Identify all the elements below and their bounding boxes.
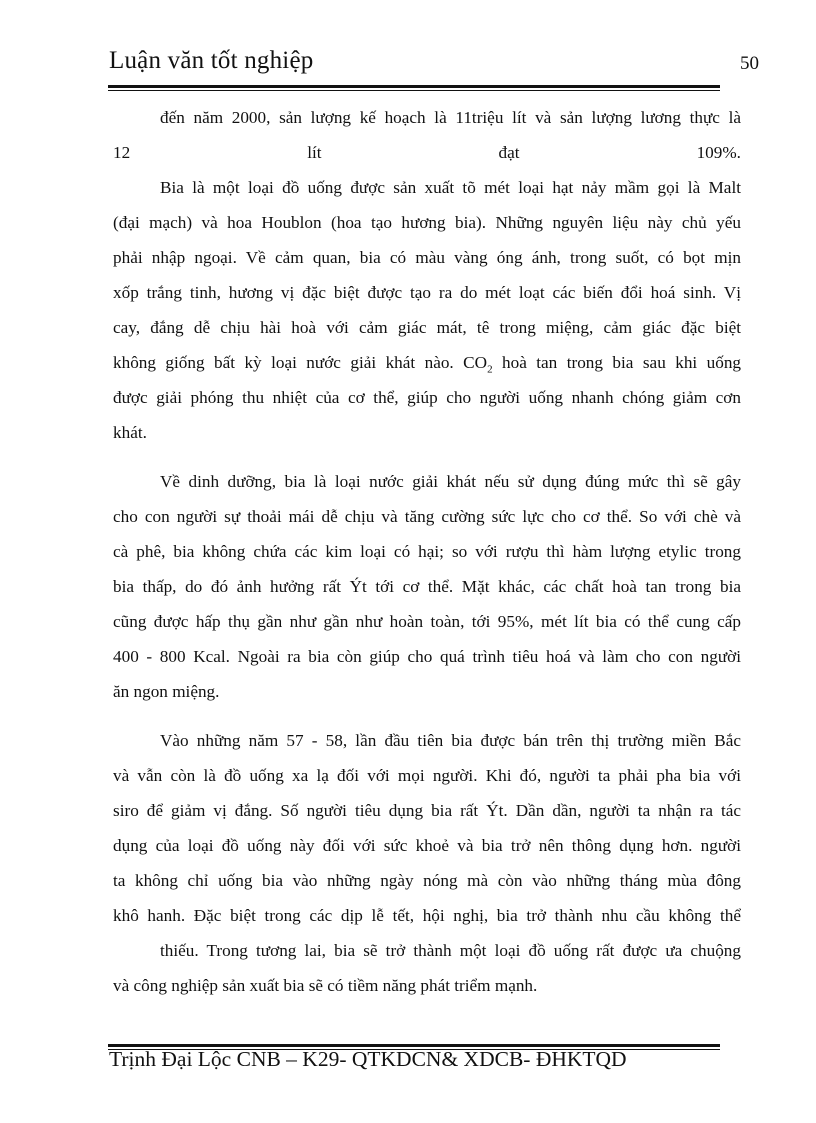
word: lít xyxy=(307,143,322,162)
text-line: ta không chỉ uống bia vào những ngày nóng mà còn vào những tháng mùa đông xyxy=(113,871,741,890)
paragraph-4 xyxy=(113,723,741,1003)
text-line: 400 - 800 Kcal. Ngoài ra bia còn giúp cho quá trình tiêu hoá và làm cho con người xyxy=(113,647,741,666)
text-line: được giải phóng thu nhiệt của cơ thể, giúp cho người uống nhanh chóng giảm cơn xyxy=(113,388,741,407)
text-line: cay, đắng dễ chịu hài hoà với cảm giác mát, tê trong miệng, cảm giác đặc biệt xyxy=(113,318,741,337)
text-line: dụng của loại đồ uống này đối với sức khoẻ và bia trở nên thông dụng hơn. người xyxy=(113,836,741,855)
text-line: xốp trắng tinh, hương vị đặc biệt được tạo ra do mét loạt các biến đổi hoá sinh. Vị xyxy=(113,283,741,302)
text-line: (đại mạch) và hoa Houblon (hoa tạo hương bia). Những nguyên liệu này chủ yếu xyxy=(113,213,741,232)
page-number: 50 xyxy=(740,53,759,74)
text-line: cà phê, bia không chứa các kim loại có hại; so với rượu thì hàm lượng etylic trong xyxy=(113,542,741,561)
footer-text: Trịnh Đại Lộc CNB – K29- QTKDCN& XDCB- ĐHKTQD xyxy=(109,1047,627,1071)
body-text xyxy=(113,100,741,1003)
paragraph-1 xyxy=(113,100,741,170)
text-line: Vào những năm 57 - 58, lần đầu tiên bia được bán trên thị trường miền Bắc xyxy=(160,731,741,750)
text-line: và công nghiệp sản xuất bia sẽ có tiềm năng phát triểm mạnh. xyxy=(113,976,538,995)
text-line: khát. xyxy=(113,423,147,442)
header-rule-thin xyxy=(108,90,720,91)
text-line: ăn ngon miệng. xyxy=(113,682,220,701)
text-line: siro để giảm vị đắng. Số người tiêu dụng bia rất Ýt. Dần dần, người ta nhận ra tác xyxy=(113,801,741,820)
paragraph-3 xyxy=(113,464,741,709)
text-line: cho con người sự thoải mái dễ chịu và tăng cường sức lực cho cơ thể. So với chè và xyxy=(113,507,741,526)
text-line: Về dinh dưỡng, bia là loại nước giải khát nếu sử dụng đúng mức thì sẽ gây xyxy=(160,472,741,491)
text-fragment: hoà tan trong bia sau khi uống xyxy=(492,353,742,372)
text-line: khô hanh. Đặc biệt trong các dịp lễ tết, hội nghị, bia trở thành nhu cầu không thể xyxy=(113,906,741,925)
header-rule-thick xyxy=(108,85,720,88)
text-line: Bia là một loại đồ uống được sản xuất tõ mét loại hạt nảy mầm gọi là Malt xyxy=(160,178,741,197)
header-title: Luận văn tốt nghiệp xyxy=(109,47,314,74)
text-line: thiếu. Trong tương lai, bia sẽ trở thành một loại đồ uống rất được ưa chuộng xyxy=(160,941,741,960)
paragraph-2 xyxy=(113,170,741,450)
text-line: phải nhập ngoại. Về cảm quan, bia có màu vàng óng ánh, trong suốt, có bọt mịn xyxy=(113,248,741,267)
text-line xyxy=(113,345,741,380)
text-line xyxy=(113,135,741,170)
subscript: 2 xyxy=(487,363,493,376)
word: 109%. xyxy=(696,143,741,162)
word: 12 xyxy=(113,143,131,162)
text-line: bia thấp, do đó ảnh hưởng rất Ýt tới cơ thể. Mặt khác, các chất hoà tan trong bia xyxy=(113,577,741,596)
text-fragment: không giống bất kỳ loại nước giải khát nào. CO xyxy=(113,353,488,372)
word: đạt xyxy=(498,143,520,162)
text-line: đến năm 2000, sản lượng kế hoạch là 11triệu lít và sản lượng lương thực là xyxy=(160,108,741,127)
text-line: và vẫn còn là đồ uống xa lạ đối với mọi người. Khi đó, người ta phải pha bia với xyxy=(113,766,741,785)
text-line: cũng được hấp thụ gần như gần như hoàn toàn, tới 95%, mét lít bia có thể cung cấp xyxy=(113,612,741,631)
